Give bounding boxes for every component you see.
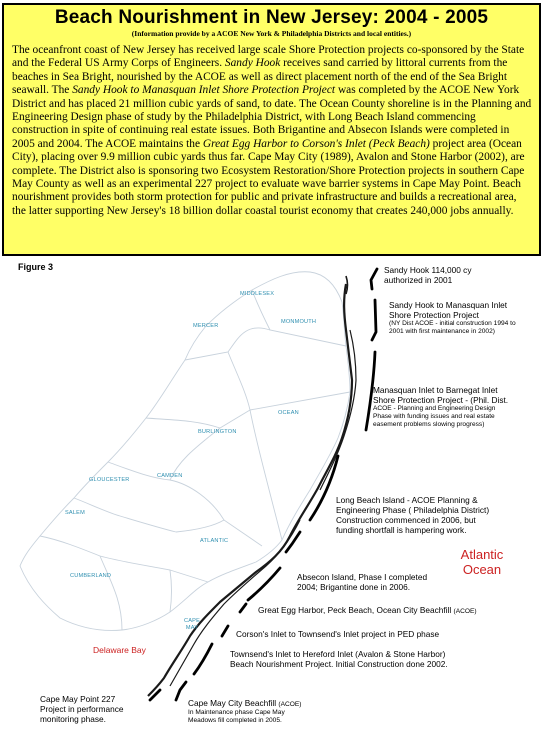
figure-label: Figure 3	[18, 262, 54, 272]
paragraph-run: project area (Ocean City), placing over 9.9 million cubic yards thus far. Cape May City (1989), Avalon and Stone Harbor (2002), are complete. The District also is sponsoring two Ecosystem Restoration/Shore Protection projects in southern Cape May County as well as an experimental 227 project to evaluate wave barrier systems in Cape May Point. Beach nourishment provides both storm protection for public and private infrastructure and builds a recreational area, the latter supporting New Jersey's 18 billion dollar coastal tourist economy that creates 240,000 jobs annually.	[12, 137, 525, 217]
bracket-absecon-2	[248, 568, 280, 600]
atlantic-ocean-label: Atlantic Ocean	[460, 547, 504, 577]
bracket-sandy-hook	[371, 269, 377, 289]
page-title: Beach Nourishment in New Jersey: 2004 - 2005	[54, 7, 489, 28]
bracket-cape-may-city	[176, 682, 186, 700]
bracket-townsends	[194, 644, 212, 674]
cape-may-city-small1: In Maintenance phase Cape May	[188, 709, 285, 716]
lbi-line1: Long Beach Island - ACOE Planning &	[336, 495, 478, 505]
annotation-townsends	[230, 649, 448, 669]
sh-manasquan-small1: (NY Dist ACOE - initial construction 1994 to	[389, 320, 516, 327]
county-salem: SALEM	[65, 510, 85, 516]
paragraph-run: was completed by the ACOE New York District and has placed 21 million cubic yards of sand, to date. The Ocean County shoreline is in the Planning and Engineering Design phase of study by the Philadelphia District, with Long Beach Island commencing construction in spite of continuing real estate issues. Both Brigantine and Absecon Islands were completed in 2005 and 2004. The ACOE maintains the	[12, 84, 532, 150]
delaware-bay-label: Delaware Bay	[93, 645, 146, 655]
bracket-absecon	[286, 532, 300, 552]
sh-manasquan-small2: 2001 with first maintenance in 2002)	[389, 328, 495, 335]
townsends-line2: Beach Nourishment Project. Initial Construction done 2002.	[230, 659, 448, 669]
manasquan-barnegat-line2: Shore Protection Project - (Phil. Dist.	[373, 395, 509, 405]
manasquan-barnegat-small1: ACOE - Planning and Engineering Design	[373, 405, 496, 412]
sandy-hook-line1: Sandy Hook 114,000 cy	[384, 265, 472, 275]
bracket-sh-manasquan	[372, 300, 376, 340]
paragraph-run: receives sand carried by littoral currents from the beaches in Sea Bright, nourished by the ACOE as well as direct placement north of the end of the Sea Bright seawall. The	[12, 57, 508, 97]
county-middlesex: MIDDLESEX	[240, 291, 275, 297]
county-burlington: BURLINGTON	[198, 429, 237, 435]
county-cumberland: CUMBERLAND	[70, 573, 112, 579]
cape-may-city-small: (ACOE)	[278, 701, 302, 708]
county-mercer: MERCER	[193, 323, 219, 329]
cape-may-point-line1: Cape May Point 227	[40, 694, 116, 704]
annotation-corsons	[236, 629, 439, 639]
paragraph-italic-run: Sandy Hook to Manasquan Inlet Shore Protection Project	[72, 84, 336, 97]
manasquan-barnegat-line1: Manasquan Inlet to Barnegat Inlet	[373, 385, 498, 395]
annotation-manasquan-barnegat	[373, 385, 508, 429]
barrier-island-ocean	[320, 330, 356, 490]
absecon-line2: 2004; Brigantine done in 2006.	[297, 582, 411, 592]
corsons-line1: Corson's Inlet to Townsend's Inlet project in PED phase	[236, 629, 440, 639]
county-camden: CAMDEN	[157, 473, 183, 479]
sh-manasquan-line2: Shore Protection Project	[389, 310, 479, 320]
annotation-cape-may-point	[40, 694, 123, 724]
county-monmouth: MONMOUTH	[281, 319, 317, 325]
annotation-sh-manasquan	[389, 300, 516, 336]
lbi-line2: Engineering Phase ( Philadelphia District)	[336, 505, 490, 515]
county-ocean: OCEAN	[278, 410, 299, 416]
cape-may-city-small2: Meadows fill completed in 2005.	[188, 717, 282, 724]
lbi-line4: funding shortfall is hampering work.	[336, 525, 467, 535]
paragraph-run: The oceanfront coast of New Jersey has received large scale Shore Protection projects co-sponsored by the State and the Federal US Army Corps of Engineers.	[12, 44, 525, 70]
annotation-absecon	[297, 572, 427, 592]
paragraph-italic-run: Sandy Hook	[224, 57, 281, 70]
sh-manasquan-line1: Sandy Hook to Manasquan Inlet	[389, 300, 508, 310]
annotation-great-egg	[258, 605, 477, 616]
county-atlantic: ATLANTIC	[200, 538, 229, 544]
bracket-corsons	[222, 626, 228, 636]
bracket-great-egg	[240, 604, 246, 612]
annotation-sandy-hook	[384, 265, 471, 285]
absecon-line1: Absecon Island, Phase I completed	[297, 572, 428, 582]
cape-may-city-line1: Cape May City Beachfill	[188, 698, 277, 708]
great-egg-small: (ACOE)	[453, 608, 477, 615]
header-box	[2, 3, 541, 256]
cape-may-point-line3: monitoring phase.	[40, 714, 106, 724]
paragraph-italic-run: Great Egg Harbor to Corson's Inlet (Peck Beach)	[202, 137, 430, 150]
county-cape-may: CAPE MAY	[183, 618, 201, 631]
annotation-cape-may-city	[188, 698, 301, 725]
manasquan-barnegat-small2: Phase with funding issues and real estate	[373, 413, 495, 420]
cape-may-point-line2: Project in performance	[40, 704, 124, 714]
annotation-lbi	[336, 495, 489, 535]
townsends-line1: Townsend's Inlet to Hereford Inlet (Avalon & Stone Harbor)	[230, 649, 446, 659]
lbi-line3: Construction commenced in 2006, but	[336, 515, 476, 525]
county-gloucester: GLOUCESTER	[89, 477, 130, 483]
page-subtitle: (Information provide by a ACOE New York & Philadelphia Districts and local entities.)	[131, 29, 412, 38]
manasquan-barnegat-small3: easement problems slowing progress)	[373, 421, 485, 428]
sandy-hook-line2: authorized in 2001	[384, 275, 453, 285]
description-paragraph	[4, 38, 539, 218]
great-egg-line1: Great Egg Harbor, Peck Beach, Ocean City Beachfill	[258, 605, 452, 615]
